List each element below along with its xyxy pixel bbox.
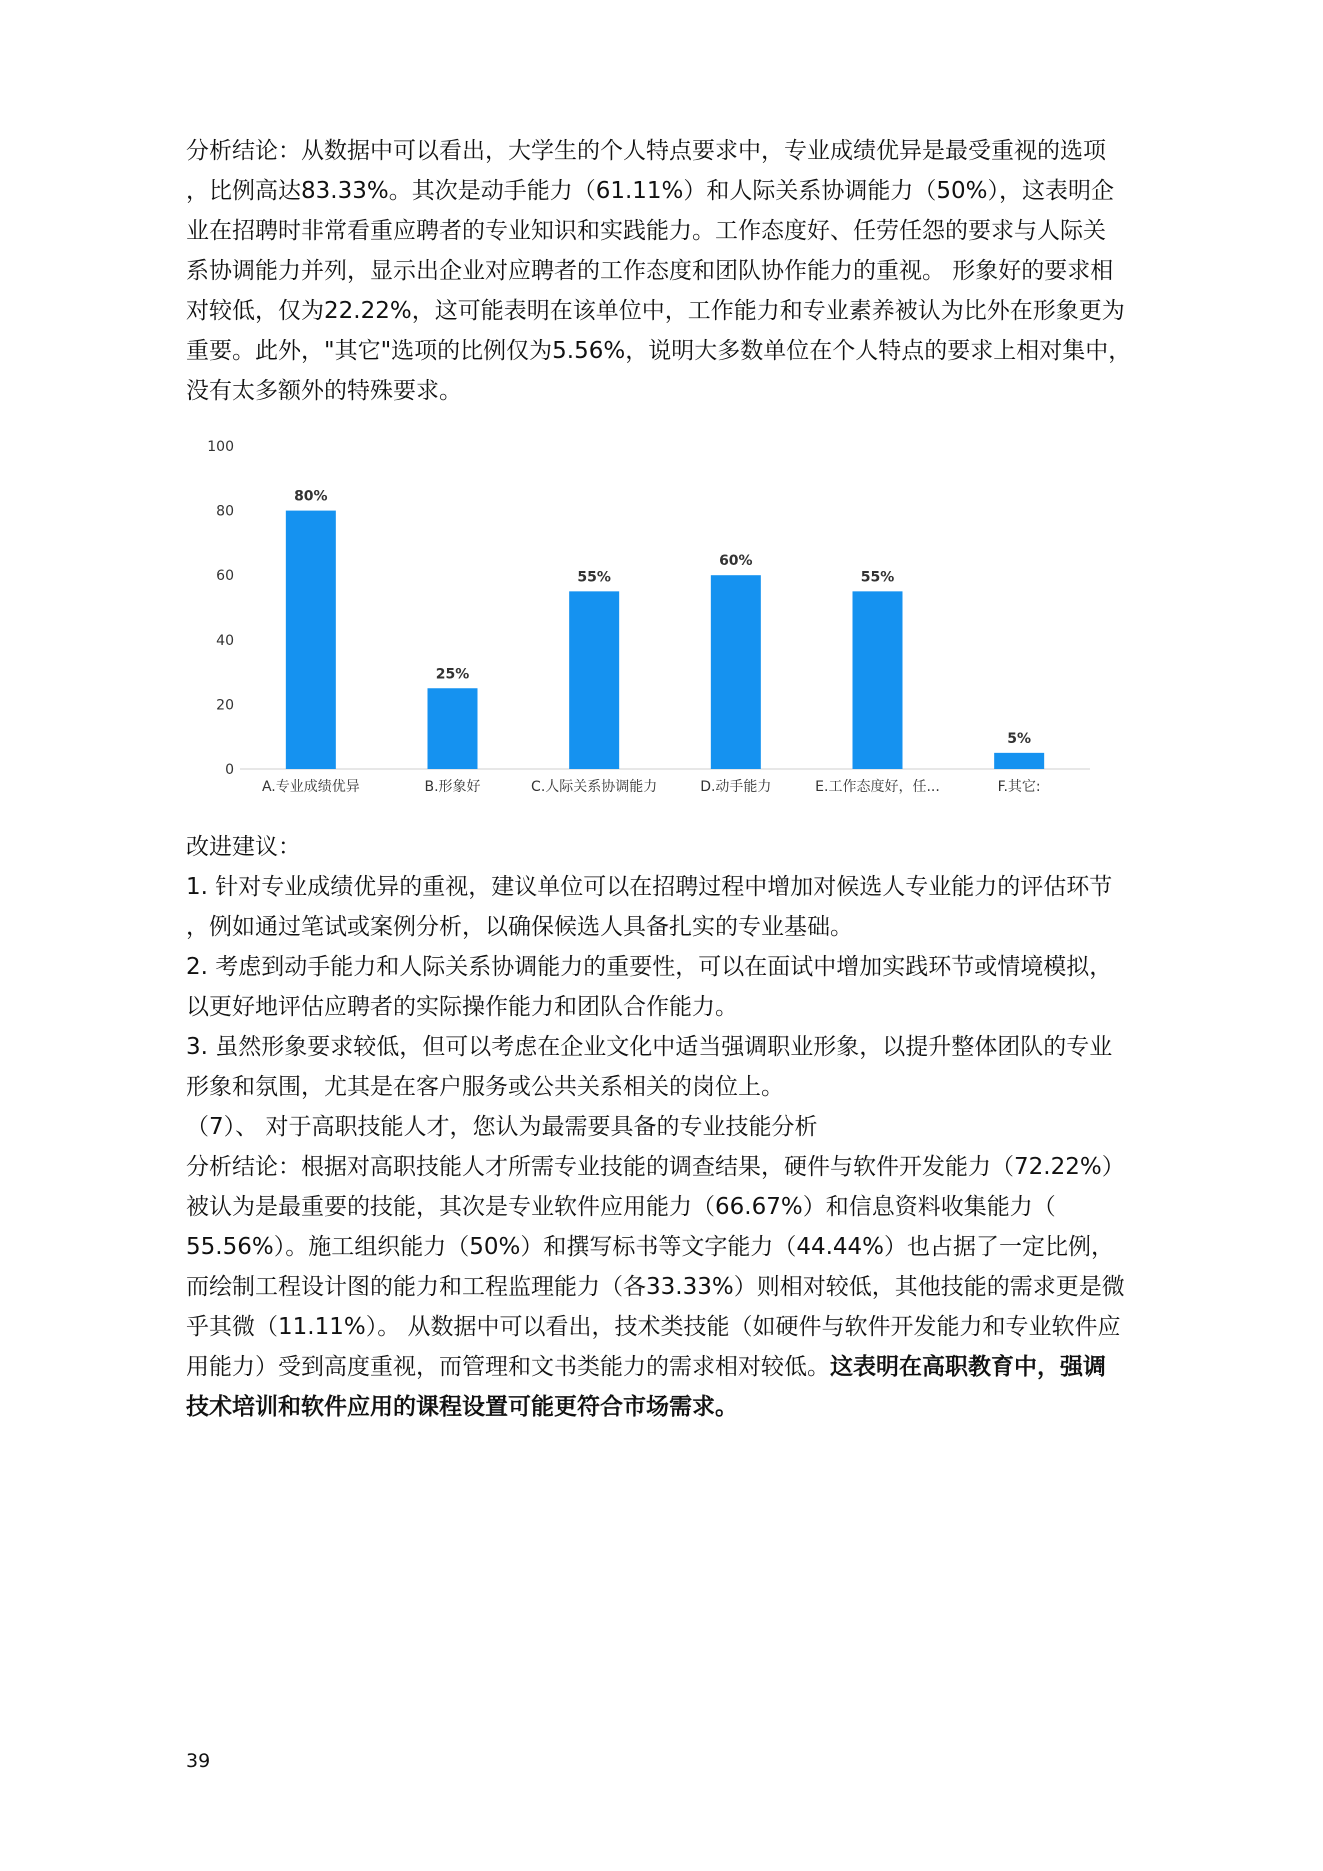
text-line: 重要。此外，"其它"选项的比例仅为5.56%，说明大多数单位在个人特点的要求上相对集中， bbox=[186, 338, 1132, 364]
bar-chart-svg bbox=[190, 432, 1110, 812]
bar-chart bbox=[190, 432, 1110, 812]
bar-value-label: 60% bbox=[719, 553, 753, 570]
bar-value-label: 55% bbox=[860, 569, 895, 586]
y-tick-label: 80 bbox=[216, 503, 234, 520]
text-line: 对较低，仅为22.22%，这可能表明在该单位中，工作能力和专业素养被认为比外在形象更为 bbox=[186, 298, 1125, 324]
bar-value-label: 80% bbox=[294, 488, 328, 505]
text-segment: 用能力）受到高度重视，而管理和文书类能力的需求相对较低。 bbox=[186, 1354, 830, 1380]
text-line: 乎其微（11.11%）。 从数据中可以看出，技术类技能（如硬件与软件开发能力和专业软件应 bbox=[186, 1314, 1121, 1340]
analysis-paragraph bbox=[186, 131, 1146, 411]
text-line: 系协调能力并列，显示出企业对应聘者的工作态度和团队协作能力的重视。 形象好的要求相 bbox=[186, 258, 1114, 284]
section-heading: （7）、 对于高职技能人才，您认为最需要具备的专业技能分析 bbox=[186, 1114, 818, 1140]
text-line: 被认为是最重要的技能，其次是专业软件应用能力（66.67%）和信息资料收集能力（ bbox=[186, 1194, 1056, 1220]
bar bbox=[994, 753, 1044, 769]
bar bbox=[569, 591, 619, 769]
bar bbox=[853, 591, 903, 769]
text-line: 而绘制工程设计图的能力和工程监理能力（各33.33%）则相对较低，其他技能的需求更是微 bbox=[186, 1274, 1125, 1300]
bar-value-label: 55% bbox=[577, 569, 611, 586]
bar bbox=[711, 575, 761, 769]
y-tick-label: 100 bbox=[207, 439, 234, 455]
x-tick-label: A.专业成绩优异 bbox=[261, 779, 360, 795]
text-line: 分析结论：根据对高职技能人才所需专业技能的调查结果，硬件与软件开发能力（72.22%） bbox=[186, 1154, 1125, 1180]
text-line: 业在招聘时非常看重应聘者的专业知识和实践能力。工作态度好、任劳任怨的要求与人际关 bbox=[186, 218, 1106, 244]
text-line: 没有太多额外的特殊要求。 bbox=[186, 378, 462, 404]
bar bbox=[286, 511, 336, 769]
x-tick-label: B.形象好 bbox=[424, 779, 481, 795]
bar-value-label: 25% bbox=[435, 666, 470, 683]
suggestion-line: 3. 虽然形象要求较低，但可以考虑在企业文化中适当强调职业形象，以提升整体团队的专业 bbox=[186, 1034, 1113, 1060]
text-line: ，比例高达83.33%。其次是动手能力（61.11%）和人际关系协调能力（50%），这表明企 bbox=[186, 178, 1115, 204]
x-tick-label: C.人际关系协调能力 bbox=[531, 779, 658, 795]
x-tick-label: E.工作态度好，任... bbox=[815, 779, 940, 795]
x-tick-label: D.动手能力 bbox=[700, 779, 772, 795]
x-tick-label: F.其它: bbox=[997, 779, 1041, 795]
suggestion-line: ，例如通过笔试或案例分析，以确保候选人具备扎实的专业基础。 bbox=[186, 914, 853, 940]
bold-text-segment: 这表明在高职教育中，强调 bbox=[830, 1354, 1106, 1380]
suggestion-line: 形象和氛围，尤其是在客户服务或公共关系相关的岗位上。 bbox=[186, 1074, 784, 1100]
bar-value-label: 5% bbox=[1007, 730, 1032, 747]
suggestions-heading: 改进建议： bbox=[186, 834, 301, 860]
suggestion-line: 以更好地评估应聘者的实际操作能力和团队合作能力。 bbox=[186, 994, 738, 1020]
y-tick-label: 40 bbox=[216, 632, 234, 649]
page-number: 39 bbox=[186, 1750, 211, 1772]
suggestion-line: 1. 针对专业成绩优异的重视，建议单位可以在招聘过程中增加对候选人专业能力的评估环节 bbox=[186, 874, 1113, 900]
bar bbox=[428, 688, 478, 769]
suggestions-block bbox=[186, 827, 1146, 1427]
y-tick-label: 0 bbox=[225, 762, 234, 778]
text-line: 55.56%）。施工组织能力（50%）和撰写标书等文字能力（44.44%）也占据了一定比例， bbox=[186, 1234, 1115, 1260]
text-line: 分析结论：从数据中可以看出，大学生的个人特点要求中，专业成绩优异是最受重视的选项 bbox=[186, 138, 1106, 164]
bold-text-line: 技术培训和软件应用的课程设置可能更符合市场需求。 bbox=[186, 1394, 738, 1420]
suggestion-line: 2. 考虑到动手能力和人际关系协调能力的重要性，可以在面试中增加实践环节或情境模拟， bbox=[186, 954, 1113, 980]
y-tick-label: 20 bbox=[216, 697, 234, 714]
y-tick-label: 60 bbox=[216, 568, 234, 585]
mixed-line bbox=[186, 1347, 1146, 1387]
